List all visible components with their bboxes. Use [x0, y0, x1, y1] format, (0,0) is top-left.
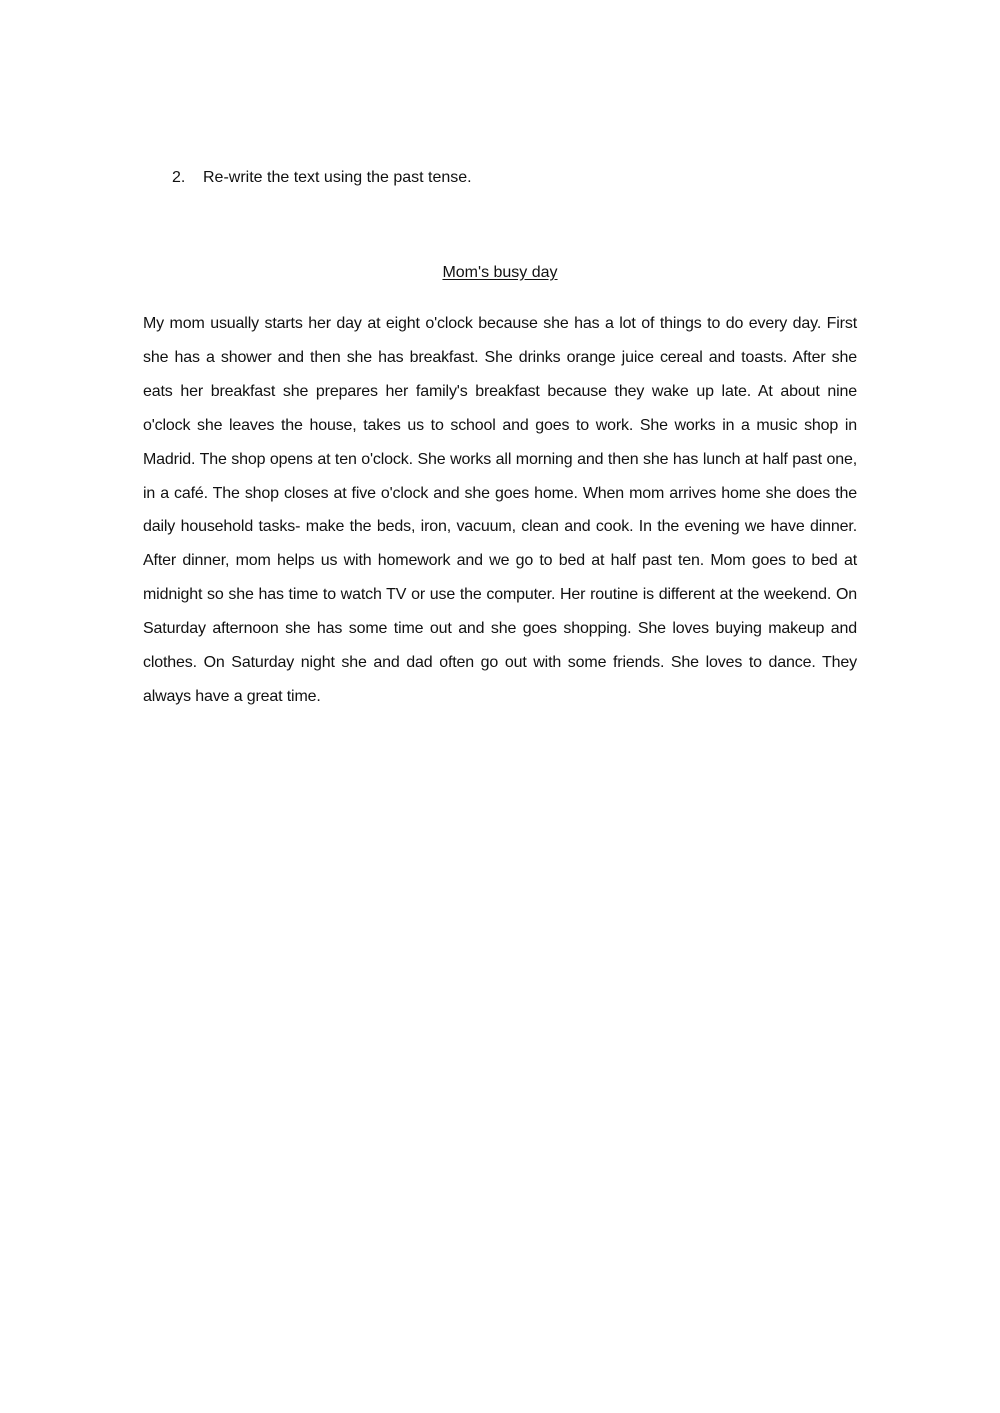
story-title-text: Mom's busy day: [442, 264, 558, 281]
instruction-number: 2.: [172, 169, 186, 186]
story-title: [0, 261, 1000, 285]
instruction-text: Re-write the text using the past tense.: [203, 169, 472, 186]
story-paragraph: My mom usually starts her day at eight o'clock because she has a lot of things to do every day. First she has a shower and then she has breakfast. She drinks orange juice cereal and toasts. After she eats her breakfast she prepares her family's breakfast because they wake up late. At about nine o'clock she leaves the house, takes us to school and goes to work. She works in a music shop in Madrid. The shop opens at ten o'clock. She works all morning and then she has lunch at half past one, in a café. The shop closes at five o'clock and she goes home. When mom arrives home she does the daily household tasks- make the beds, iron, vacuum, clean and cook. In the evening we have dinner. After dinner, mom helps us with homework and we go to bed at half past ten. Mom goes to bed at midnight so she has time to watch TV or use the computer. Her routine is different at the weekend. On Saturday afternoon she has some time out and she goes shopping. She loves buying makeup and clothes. On Saturday night she and dad often go out with some friends. She loves to dance. They always have a great time.: [143, 315, 857, 705]
instruction-item: [172, 166, 472, 190]
